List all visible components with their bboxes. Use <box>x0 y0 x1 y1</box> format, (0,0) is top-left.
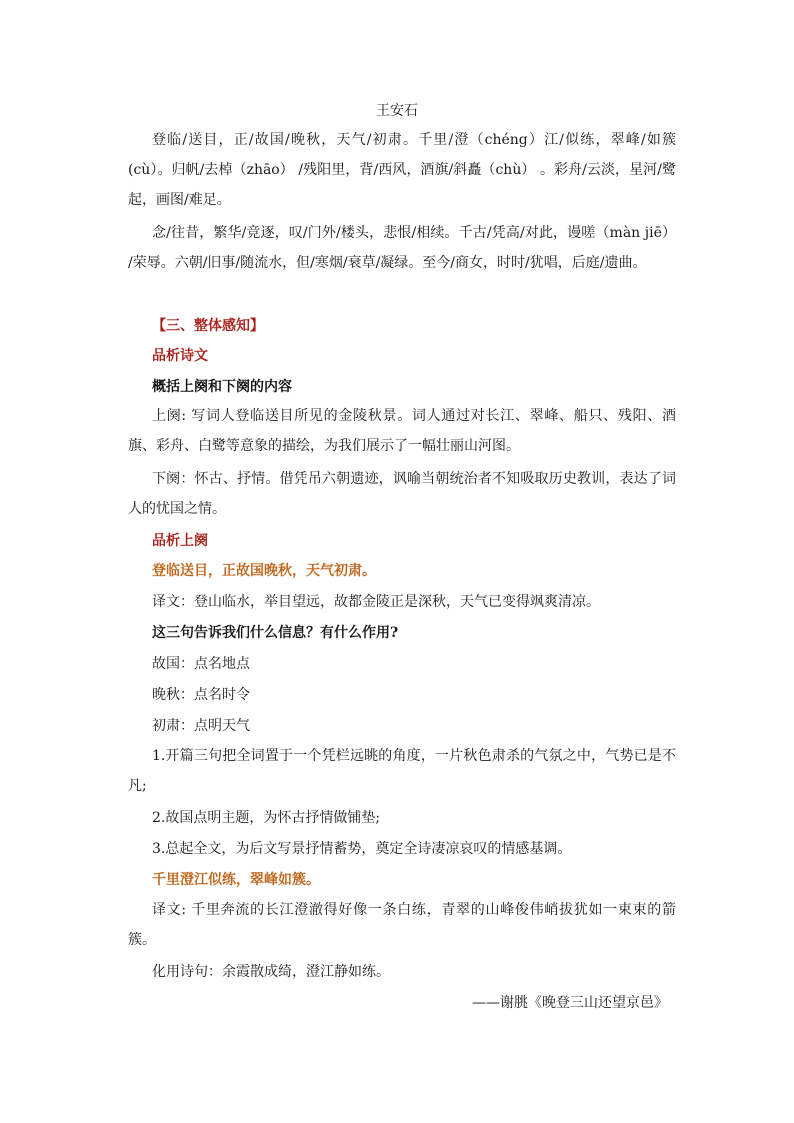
upper-stanza-summary <box>128 401 676 461</box>
point-1 <box>128 741 676 801</box>
lower-summary-text: 下阕：怀古、抒情。借凭吊六朝遗迹，讽喻当朝统治者不知吸取历史教训，表达了词人的忧国之情。 <box>128 471 676 517</box>
poem-stanza-1 <box>128 125 676 215</box>
point-3: 3.总起全文，为后文写景抒情蓄势，奠定全诗凄凉哀叹的情感基调。 <box>152 841 572 857</box>
translation-2 <box>128 895 676 955</box>
info-item-weather: 初肃：点明天气 <box>152 718 250 734</box>
poem-author: 王安石 <box>376 103 418 119</box>
stanza-2-text: 念/往昔，繁华/竞逐，叹/门外/楼头，悲恨/相续。千古/凭高/对此，谩嗟（màn jiē） /荣辱。六朝/旧事/随流水，但/寒烟/衰草/凝绿。至今/商女，时时/犹唱，后庭/遗曲。 <box>128 225 676 271</box>
quoted-line-1: 登临送目，正故国晚秋，天气初肃。 <box>152 563 376 579</box>
poem-stanza-2 <box>128 218 676 278</box>
summary-question: 概括上阕和下阕的内容 <box>152 379 292 395</box>
allusion-quote: 化用诗句：余霞散成绮，澄江静如练。 <box>152 964 390 980</box>
info-item-season: 晚秋：点名时令 <box>152 687 250 703</box>
translation-2-text: 译文: 千里奔流的长江澄澈得好像一条白练，青翠的山峰俊伟峭拔犹如一束束的箭簇。 <box>128 902 676 948</box>
point-1-text: 1.开篇三句把全词置于一个凭栏远眺的角度，一片秋色肃杀的气氛之中，气势已是不凡; <box>128 748 676 794</box>
stanza-1-text: 登临/送目，正/故国/晚秋，天气/初肃。千里/澄（chéng）江/似练，翠峰/如簇(cù）。归帆/去棹（zhāo） /残阳里，背/西风，酒旗/斜矗（chù） 。彩舟/云淡，星河/鹭起，画图/难足。 <box>128 132 676 208</box>
upper-summary-text: 上阕: 写词人登临送目所见的金陵秋景。词人通过对长江、翠峰、船只、残阳、酒旗、彩舟、白鹭等意象的描绘，为我们展示了一幅壮丽山河图。 <box>128 408 676 454</box>
translation-1: 译文：登山临水，举目望远，故都金陵正是深秋，天气已变得飒爽清凉。 <box>152 594 600 610</box>
section-title: 【三、整体感知】 <box>152 318 264 334</box>
lower-stanza-summary <box>128 464 676 524</box>
subheading-analysis: 品析诗文 <box>152 348 208 364</box>
point-2: 2.故国点明主题，为怀古抒情做铺垫; <box>152 810 381 826</box>
subheading-upper: 品析上阕 <box>152 533 208 549</box>
question-2: 这三句告诉我们什么信息？有什么作用? <box>152 625 399 641</box>
quoted-line-2: 千里澄江似练，翠峰如簇。 <box>152 872 320 888</box>
quote-attribution: ——谢朓《晚登三山还望京邑》 <box>472 995 668 1011</box>
info-item-place: 故国：点名地点 <box>152 656 250 672</box>
